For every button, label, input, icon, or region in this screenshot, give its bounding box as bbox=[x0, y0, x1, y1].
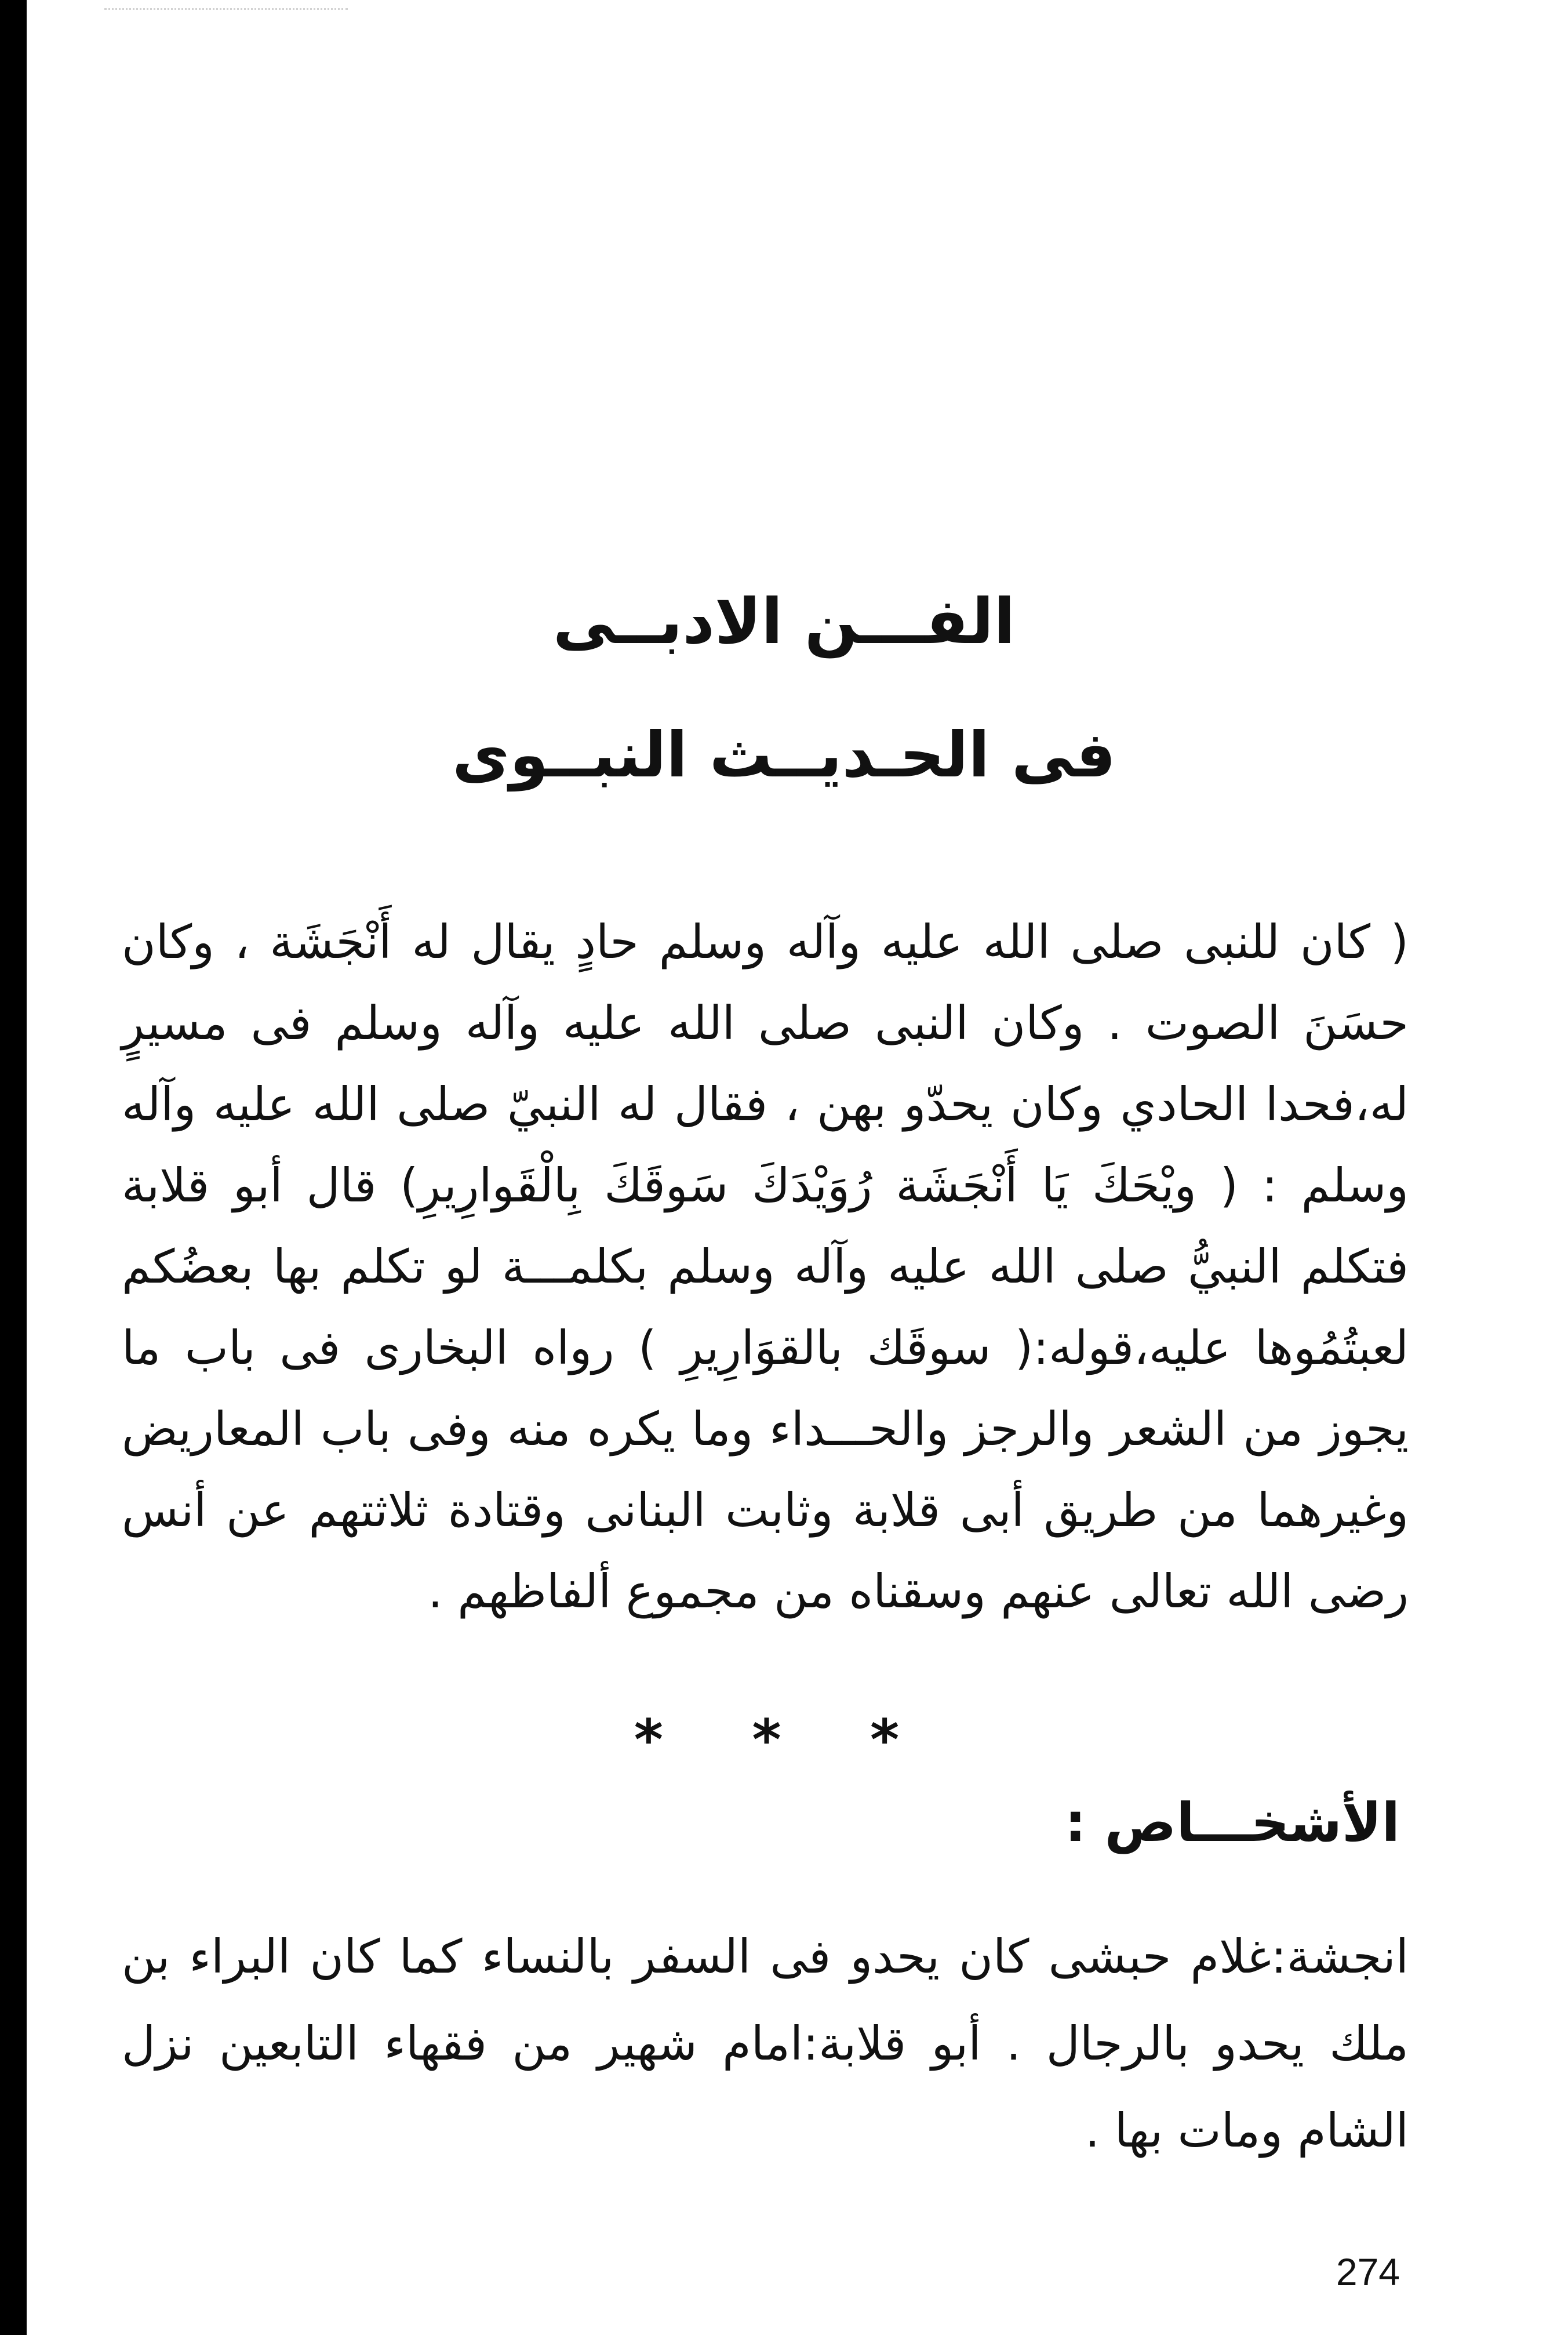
scan-noise bbox=[104, 0, 348, 10]
persons-paragraph: انجشة:غلام حبشى كان يحدو فى السفر بالنساء كما كان البراء بن ملك يحدو بالرجال . أبو قلابة:امام شهير من فقهاء التابعين نزل الشام ومات بها . bbox=[122, 1930, 1409, 2158]
page-number: 274 bbox=[1336, 2250, 1400, 2293]
persons-paragraph-block bbox=[122, 1913, 1409, 2174]
persons-heading: الأشخـــاص : bbox=[1064, 1792, 1400, 1854]
scan-binding-edge bbox=[0, 0, 27, 2335]
title-line-1: الفـــن الادبــى bbox=[552, 586, 1016, 658]
hadith-paragraph: ( كان للنبى صلى الله عليه وآله وسلم حادٍ يقال له أَنْجَشَة ، وكان حسَنَ الصوت . وكان النبى صلى الله عليه وآله وسلم فى مسيرٍ له،فحدا الحادي وكان يحدّو بهن ، فقال له النبيّ صلى الله عليه وآله وسلم : ( ويْحَكَ يَا أَنْجَشَة رُوَيْدَكَ سَوقَكَ بِالْقَوارِيرِ) قال أبو قلابة فتكلم النبيُّ صلى الله عليه وآله وسلم بكلمـــة لو تكلم بها بعضُكم لعبتُمُوها عليه،قوله:( سوقَك بالقوَارِيرِ ) رواه البخارى فى باب ما يجوز من الشعر والرجز والحـــداء وما يكره منه وفى باب المعاريض وغيرهما من طريق أبى قلابة وثابت البنانى وقتادة ثلاثتهم عن أنس رضى الله تعالى عنهم وسقناه من مجموع ألفاظهم . bbox=[122, 915, 1409, 1618]
title-line-2: فى الحـديــث النبــوى bbox=[452, 719, 1116, 791]
hadith-paragraph-block bbox=[122, 902, 1409, 1632]
section-separator: * * * bbox=[634, 1708, 934, 1773]
